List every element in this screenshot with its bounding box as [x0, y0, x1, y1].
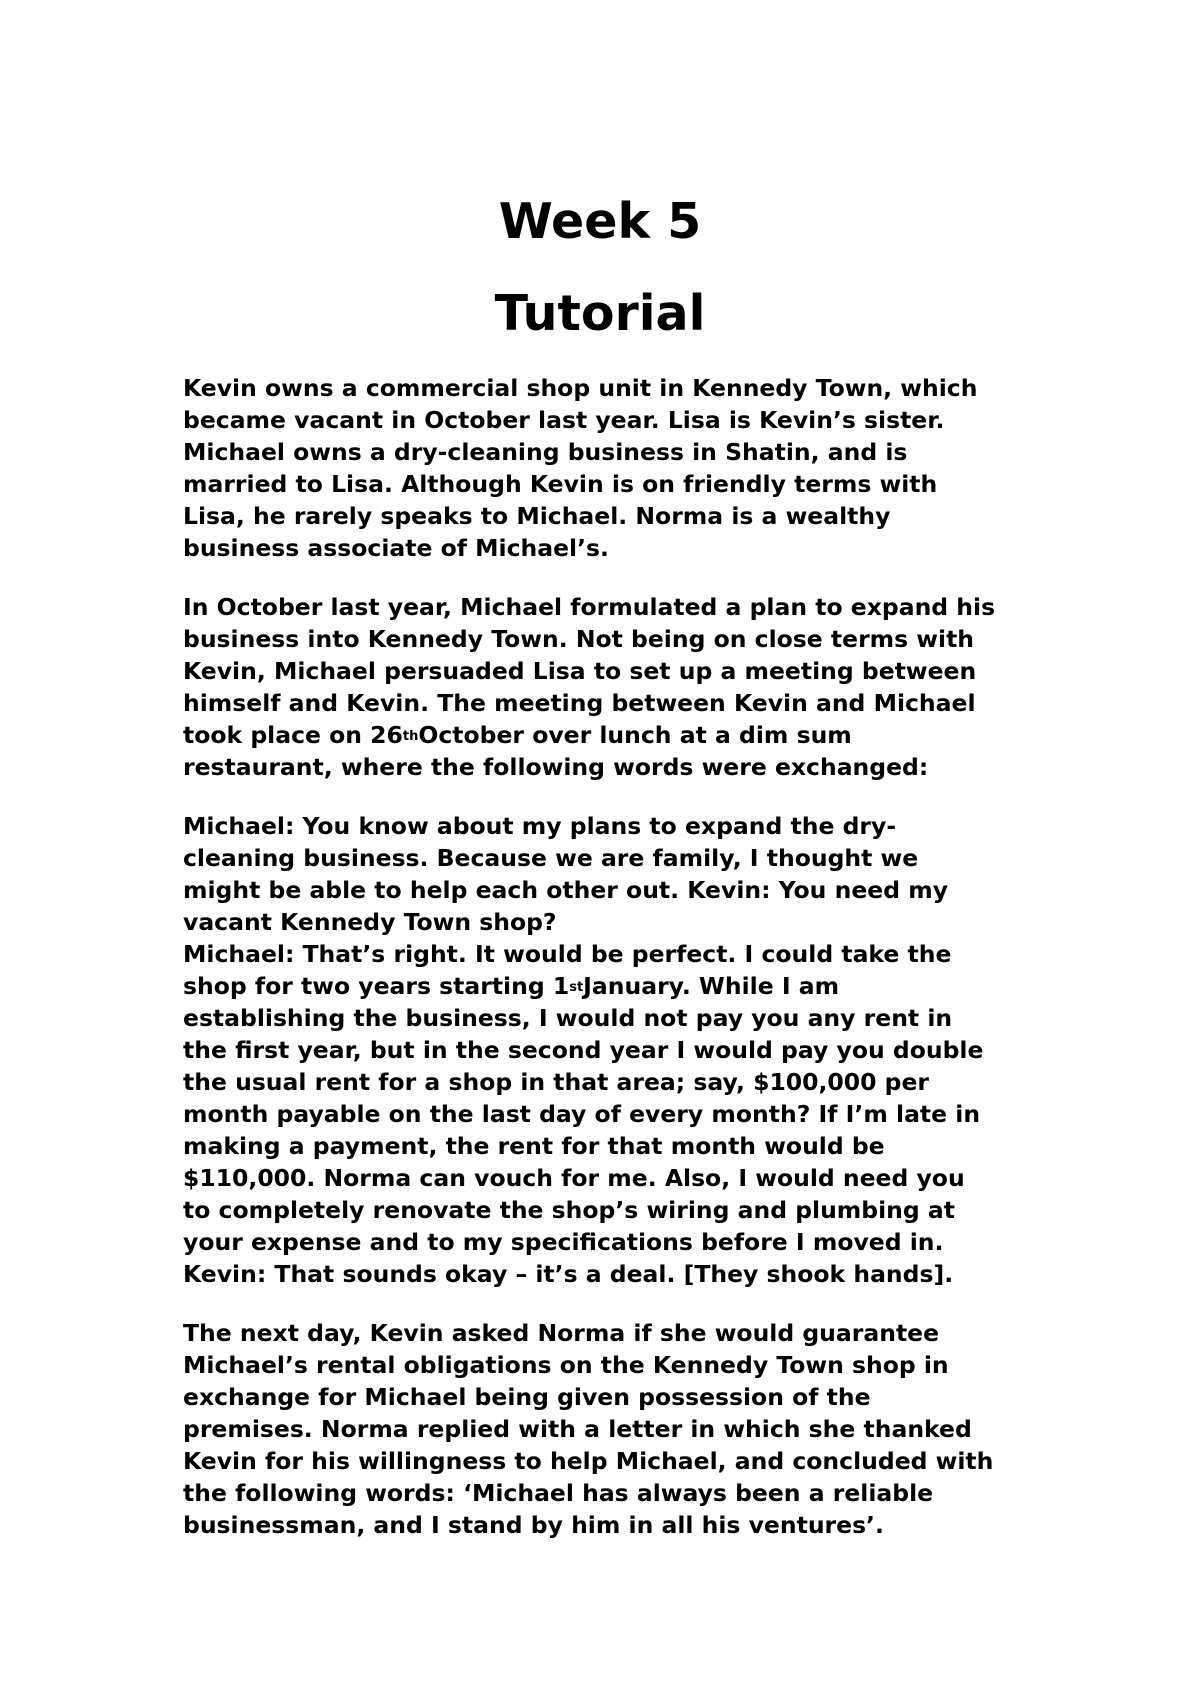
- text-line: cleaning business. Because we are family, I thought we: [183, 844, 919, 872]
- text-line: your expense and to my specifications before I moved in.: [183, 1228, 944, 1256]
- text-line: the usual rent for a shop in that area; say, $100,000 per: [183, 1068, 930, 1096]
- text-line: Kevin owns a commercial shop unit in Kennedy Town, which: [183, 374, 978, 402]
- text-line: premises. Norma replied with a letter in which she thanked: [183, 1415, 972, 1443]
- text-line: exchange for Michael being given possession of the: [183, 1383, 871, 1411]
- title-week: Week 5: [498, 193, 702, 250]
- text-segment: took place on 26: [183, 721, 403, 749]
- text-line: businessman, and I stand by him in all his ventures’.: [183, 1511, 884, 1539]
- text-line: the first year, but in the second year I would pay you double: [183, 1036, 984, 1064]
- text-line: might be able to help each other out. Kevin: You need my: [183, 876, 949, 904]
- text-line: establishing the business, I would not pay you any rent in: [183, 1004, 953, 1032]
- paragraph-2: [183, 591, 1043, 783]
- text-line: month payable on the last day of every month? If I’m late in: [183, 1100, 981, 1128]
- text-line: Lisa, he rarely speaks to Michael. Norma is a wealthy: [183, 502, 891, 530]
- text-line: Kevin, Michael persuaded Lisa to set up a meeting between: [183, 657, 977, 685]
- title-tutorial: Tutorial: [494, 285, 706, 342]
- ordinal-suffix: th: [402, 729, 419, 744]
- text-line: business associate of Michael’s.: [183, 534, 609, 562]
- text-line: Michael: You know about my plans to expand the dry-: [183, 812, 897, 840]
- text-line: The next day, Kevin asked Norma if she would guarantee: [183, 1319, 940, 1347]
- text-line: Michael owns a dry-cleaning business in Shatin, and is: [183, 438, 908, 466]
- text-line: making a payment, the rent for that month would be: [183, 1132, 885, 1160]
- text-line: became vacant in October last year. Lisa is Kevin’s sister.: [183, 406, 945, 434]
- paragraph-1: [183, 372, 1043, 564]
- text-line: vacant Kennedy Town shop?: [183, 908, 557, 936]
- text-line: restaurant, where the following words were exchanged:: [183, 753, 929, 781]
- text-line: to completely renovate the shop’s wiring and plumbing at: [183, 1196, 955, 1224]
- text-line: Michael: That’s right. It would be perfect. I could take the: [183, 940, 952, 968]
- text-line: $110,000. Norma can vouch for me. Also, I would need you: [183, 1164, 965, 1192]
- text-line: Michael’s rental obligations on the Kennedy Town shop in: [183, 1351, 949, 1379]
- text-line: In October last year, Michael formulated a plan to expand his: [183, 593, 996, 621]
- text-segment: January. While I am: [583, 972, 840, 1000]
- text-line-date: [183, 719, 1043, 751]
- text-line: Kevin for his willingness to help Michael, and concluded with: [183, 1447, 994, 1475]
- paragraph-3-dialogue: [183, 810, 1043, 1290]
- text-line: married to Lisa. Although Kevin is on friendly terms with: [183, 470, 938, 498]
- text-line: business into Kennedy Town. Not being on close terms with: [183, 625, 975, 653]
- text-line-date: [183, 970, 1043, 1002]
- text-line: himself and Kevin. The meeting between Kevin and Michael: [183, 689, 976, 717]
- ordinal-suffix: st: [569, 980, 584, 995]
- paragraph-4: [183, 1317, 1043, 1541]
- text-segment: October over lunch at a dim sum: [418, 721, 852, 749]
- text-line: the following words: ‘Michael has always been a reliable: [183, 1479, 934, 1507]
- text-segment: shop for two years starting 1: [183, 972, 570, 1000]
- text-line: Kevin: That sounds okay – it’s a deal. [They shook hands].: [183, 1260, 954, 1288]
- document-body: [183, 372, 1043, 1568]
